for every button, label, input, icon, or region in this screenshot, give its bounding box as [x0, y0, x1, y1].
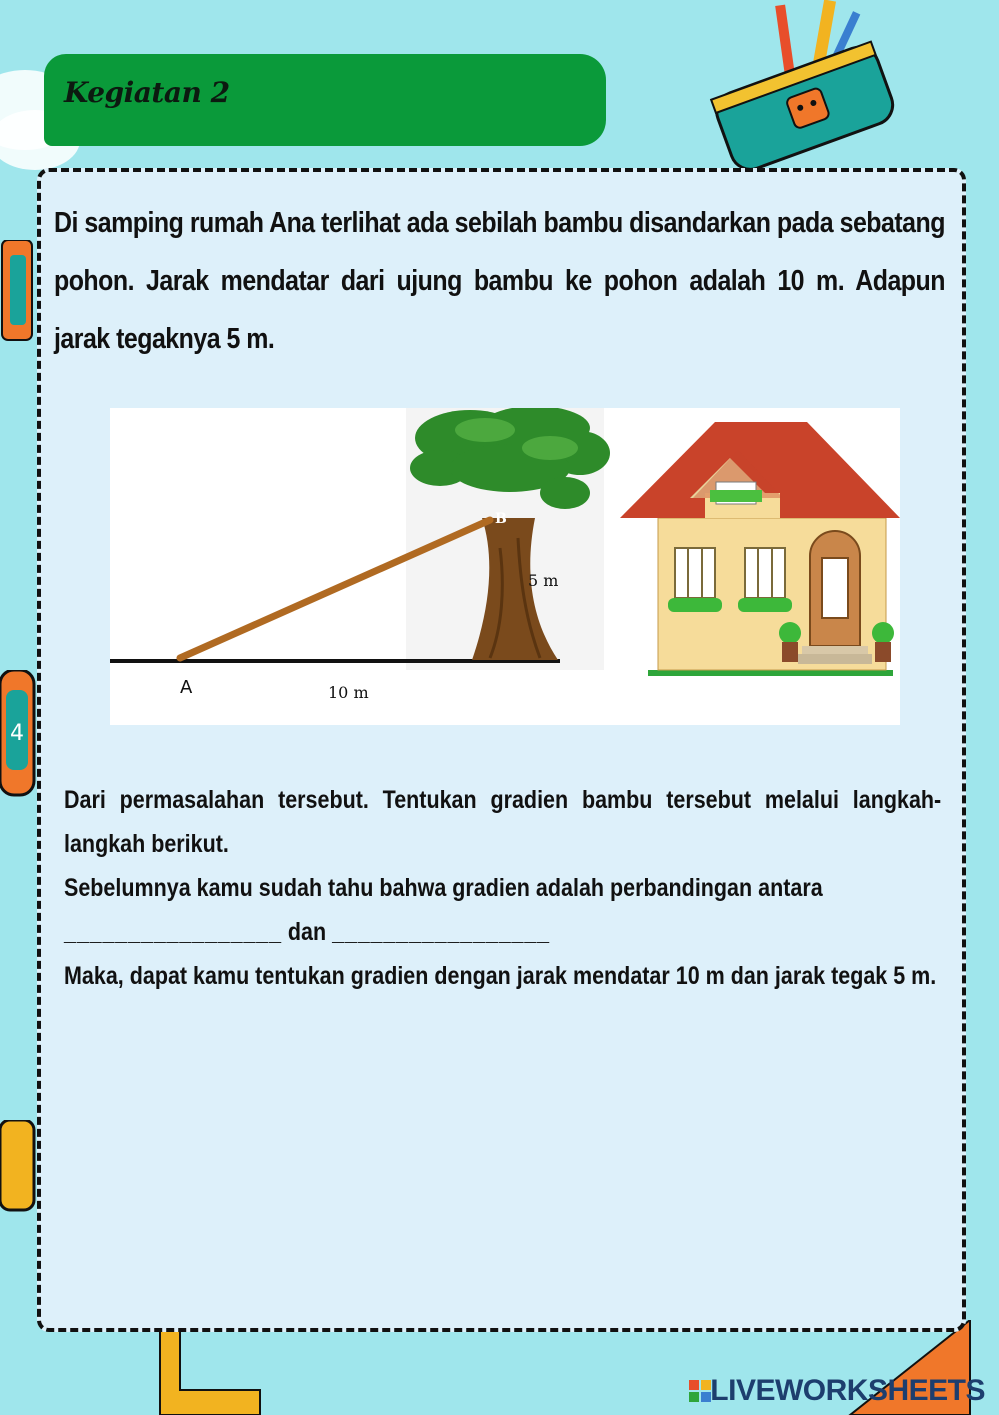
ruler-bottom-decoration-icon	[150, 1320, 270, 1415]
label-horizontal-distance: 10 m	[328, 683, 369, 702]
svg-text:4: 4	[10, 721, 24, 746]
question-line-2: Sebelumnya kamu sudah tahu bahwa gradien adalah perbandingan antara	[64, 874, 823, 902]
intro-paragraph: Di samping rumah Ana terlihat ada sebilah bambu disandarkan pada sebatang pohon. Jarak mendatar dari ujung bambu ke pohon adalah 10 m. Adapun jarak tegaknya 5 m.	[54, 207, 945, 355]
answer-blanks-line	[64, 910, 941, 954]
pencil-case-icon	[700, 0, 900, 170]
illustration-svg	[110, 408, 900, 725]
answer-blank-left[interactable]: _________________	[64, 918, 282, 946]
liveworksheets-logo-icon	[689, 1380, 711, 1402]
answer-blank-right[interactable]: _________________	[332, 918, 550, 946]
conjunction-word: dan	[287, 918, 327, 946]
activity-title: Kegiatan 2	[64, 76, 230, 109]
question-block	[64, 778, 941, 998]
label-vertical-distance: 5 m	[528, 571, 559, 590]
bamboo-tree-house-illustration	[110, 408, 900, 725]
sharpener-decoration-icon	[0, 670, 40, 800]
eraser-decoration-icon	[0, 1120, 40, 1220]
question-line-1: Dari permasalahan tersebut. Tentukan gradien bambu tersebut melalui langkah-langkah berikut.	[64, 786, 942, 858]
house-drawing	[620, 422, 900, 676]
question-line-3: Maka, dapat kamu tentukan gradien dengan jarak mendatar 10 m dan jarak tegak 5 m.	[64, 962, 937, 990]
ruler-decoration-icon	[0, 240, 40, 350]
label-a: A	[180, 677, 193, 698]
label-b: B	[495, 511, 507, 527]
brand-wordmark: LIVEWORKSHEETS	[710, 1374, 985, 1407]
